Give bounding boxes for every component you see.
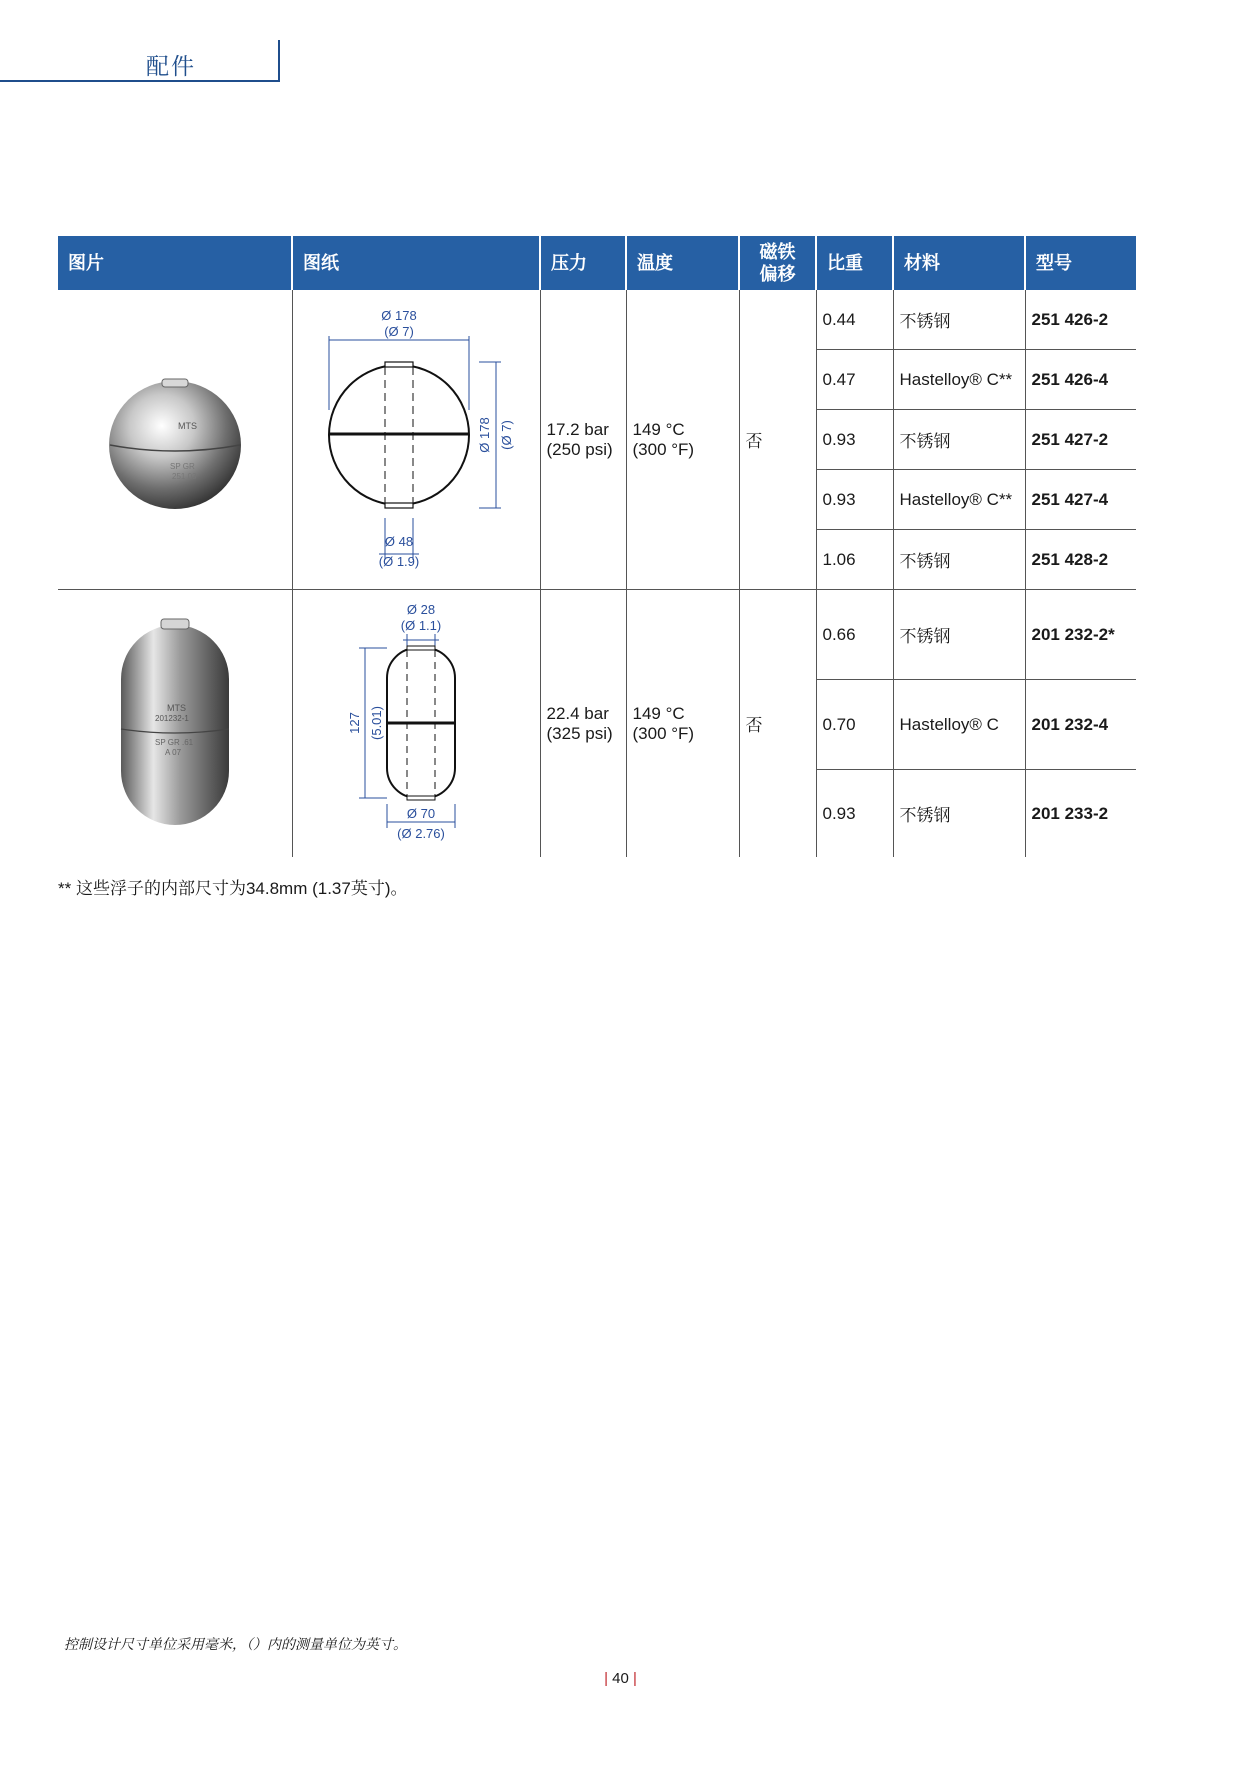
table-row	[58, 290, 1136, 350]
table-footnote: ** 这些浮子的内部尺寸为34.8mm (1.37英寸)。	[58, 879, 408, 898]
float-spec-table	[58, 236, 1136, 857]
col-header-material: 材料	[893, 236, 1025, 290]
model-value: 201 232-2*	[1025, 590, 1136, 680]
model-value: 201 233-2	[1025, 770, 1136, 858]
photo-engraving-3: 251 03	[171, 472, 197, 481]
dim-side-in: (Ø 7)	[498, 420, 514, 450]
page-number	[0, 1670, 1241, 1687]
col-header-photo: 图片	[58, 236, 292, 290]
magnet-offset-cell: 否	[739, 290, 816, 590]
material-value: 不锈钢	[893, 290, 1025, 350]
temperature-cell	[626, 590, 739, 858]
sg-value: 0.93	[816, 470, 893, 530]
material-value: 不锈钢	[893, 530, 1025, 590]
temperature-c: 149 °C	[632, 703, 685, 723]
sg-value: 0.44	[816, 290, 893, 350]
sg-value: 0.70	[816, 680, 893, 770]
col-header-temperature: 温度	[626, 236, 739, 290]
col-header-pressure: 压力	[540, 236, 626, 290]
float-photo-capsule	[58, 590, 292, 858]
model-value: 201 232-4	[1025, 680, 1136, 770]
sphere-float-image	[100, 357, 250, 517]
sg-value: 0.47	[816, 350, 893, 410]
dim-bottom-mm: Ø 70	[406, 806, 435, 821]
table-row	[58, 590, 1136, 680]
sg-value: 0.93	[816, 410, 893, 470]
page-number-right-bar: |	[633, 1670, 637, 1687]
header-rule	[0, 80, 280, 82]
dim-top-mm: Ø 28	[406, 602, 435, 617]
magnet-offset-cell: 否	[739, 590, 816, 858]
sg-value: 0.66	[816, 590, 893, 680]
units-note: 控制设计尺寸单位采用毫米，（）内的测量单位为英寸。	[64, 1636, 407, 1652]
photo-engraving-1: MTS	[166, 703, 186, 713]
material-value: Hastelloy® C**	[893, 350, 1025, 410]
material-value: Hastelloy® C**	[893, 470, 1025, 530]
pressure-psi: (250 psi)	[546, 439, 613, 459]
material-value: 不锈钢	[893, 590, 1025, 680]
sg-value: 0.93	[816, 770, 893, 858]
temperature-cell	[626, 290, 739, 590]
float-photo-sphere	[58, 290, 292, 590]
pressure-bar: 17.2 bar	[546, 419, 609, 439]
temperature-f: (300 °F)	[632, 439, 695, 459]
dim-top-in: (Ø 7)	[383, 324, 414, 339]
dim-bottom-in: (Ø 1.9)	[378, 554, 419, 569]
col-header-model: 型号	[1025, 236, 1136, 290]
photo-engraving-4: A 07	[164, 748, 181, 757]
sg-value: 1.06	[816, 530, 893, 590]
model-value: 251 427-4	[1025, 470, 1136, 530]
dim-top-in: (Ø 1.1)	[400, 618, 441, 633]
drawing-capsule	[292, 590, 540, 858]
pressure-bar: 22.4 bar	[546, 703, 609, 723]
photo-engraving-2: SP GR	[169, 462, 195, 471]
sphere-dimension-drawing	[299, 292, 539, 582]
model-value: 251 426-4	[1025, 350, 1136, 410]
dim-side-in: (5.01)	[368, 706, 384, 740]
pressure-cell	[540, 590, 626, 858]
temperature-f: (300 °F)	[632, 723, 695, 743]
pressure-psi: (325 psi)	[546, 723, 613, 743]
section-title: 配件	[146, 53, 196, 79]
col-header-drawing: 图纸	[292, 236, 540, 290]
col-header-specific-gravity: 比重	[816, 236, 893, 290]
page-number-value: 40	[612, 1670, 629, 1687]
drawing-sphere	[292, 290, 540, 590]
capsule-dimension-drawing	[299, 590, 539, 852]
dim-bottom-in: (Ø 2.76)	[396, 826, 445, 841]
photo-engraving-1: MTS	[177, 421, 197, 431]
model-value: 251 427-2	[1025, 410, 1136, 470]
pressure-cell	[540, 290, 626, 590]
material-value: 不锈钢	[893, 410, 1025, 470]
capsule-float-image	[105, 611, 245, 831]
dim-bottom-mm: Ø 48	[384, 534, 413, 549]
photo-engraving-2: 201232-1	[154, 714, 189, 723]
table-header-row	[58, 236, 1136, 290]
photo-engraving-3: SP GR .61	[154, 738, 193, 747]
dim-side-mm: Ø 178	[476, 417, 492, 453]
model-value: 251 426-2	[1025, 290, 1136, 350]
material-value: 不锈钢	[893, 770, 1025, 858]
dim-top-mm: Ø 178	[380, 308, 417, 323]
model-value: 251 428-2	[1025, 530, 1136, 590]
dim-side-mm: 127	[346, 712, 362, 734]
col-header-magnet-offset: 磁铁 偏移	[739, 236, 816, 290]
temperature-c: 149 °C	[632, 419, 685, 439]
page-number-left-bar: |	[604, 1670, 608, 1687]
header-vertical-rule	[278, 40, 280, 82]
material-value: Hastelloy® C	[893, 680, 1025, 770]
